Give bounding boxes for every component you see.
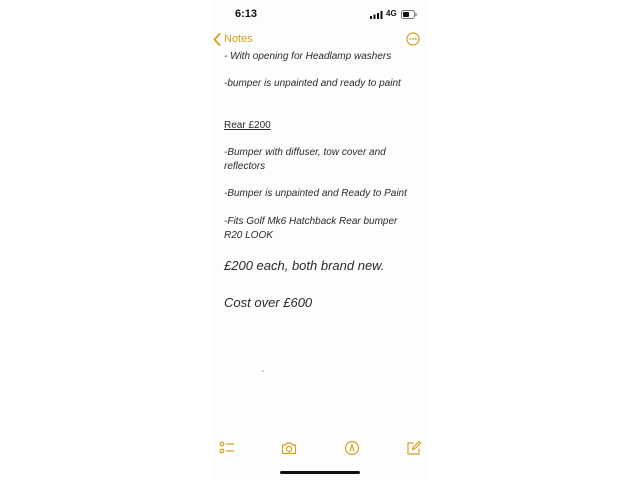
status-time: 6:13 <box>235 8 258 20</box>
note-price-line: £200 each, both brand new. <box>224 258 385 273</box>
notes-app-screen <box>211 0 429 480</box>
note-line: reflectors <box>224 161 266 172</box>
note-line: -Fits Golf Mk6 Hatchback Rear bumper <box>224 216 398 227</box>
note-line: -bumper is unpainted and ready to paint <box>224 78 401 89</box>
home-indicator[interactable] <box>280 471 360 474</box>
chevron-left-icon <box>213 33 221 46</box>
network-type-label: 4G <box>386 9 397 18</box>
note-line: - With opening for Headlamp washers <box>224 51 392 62</box>
battery-icon <box>401 10 417 19</box>
note-line: R20 LOOK <box>224 230 273 241</box>
checklist-icon[interactable] <box>219 440 235 456</box>
back-to-notes-button[interactable] <box>213 30 253 48</box>
compose-icon[interactable] <box>406 440 422 456</box>
note-line: -Bumper with diffuser, tow cover and <box>224 147 386 158</box>
markup-pen-icon[interactable] <box>344 440 360 456</box>
cursor-dot <box>262 370 264 372</box>
note-section-heading: Rear £200 <box>224 120 271 131</box>
note-cost-line: Cost over £600 <box>224 295 313 310</box>
cellular-signal-icon <box>370 11 383 19</box>
back-button-label: Notes <box>224 33 253 45</box>
status-bar <box>211 0 429 30</box>
note-line: -Bumper is unpainted and Ready to Paint <box>224 188 407 199</box>
ellipsis-circle-icon[interactable] <box>406 32 420 46</box>
camera-icon[interactable] <box>281 440 297 456</box>
